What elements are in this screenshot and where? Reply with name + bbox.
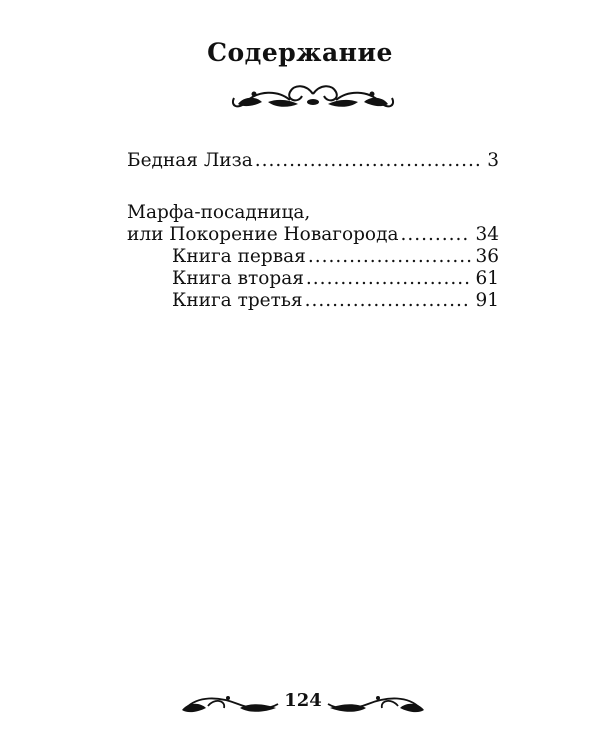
toc-entry[interactable] bbox=[172, 246, 499, 270]
toc-entry-title: Марфа-посадница, bbox=[127, 202, 311, 223]
dot-leader bbox=[305, 290, 472, 311]
toc-entry-page: 91 bbox=[475, 290, 499, 311]
toc-entry-page: 36 bbox=[475, 246, 499, 267]
toc-entry[interactable] bbox=[172, 268, 499, 292]
toc-entry[interactable] bbox=[127, 224, 499, 248]
toc-entry-page: 34 bbox=[475, 224, 499, 245]
dot-leader bbox=[401, 224, 472, 245]
toc-entry-page: 3 bbox=[487, 150, 499, 171]
dot-leader bbox=[308, 246, 472, 267]
dot-leader bbox=[255, 150, 483, 171]
toc-entry bbox=[127, 202, 499, 226]
toc-entry-title: Книга вторая bbox=[172, 268, 304, 289]
toc-entry-title: Бедная Лиза bbox=[127, 150, 253, 171]
toc-entry-title: Книга первая bbox=[172, 246, 306, 267]
flourish-ornament-icon bbox=[228, 80, 398, 120]
toc-entry-title: или Покорение Новагорода bbox=[127, 224, 399, 245]
dot-leader bbox=[306, 268, 472, 289]
toc-entry-page: 61 bbox=[475, 268, 499, 289]
page-footer bbox=[178, 688, 428, 718]
toc-entry[interactable] bbox=[172, 290, 499, 314]
toc-entry-title: Книга третья bbox=[172, 290, 303, 311]
toc-entry[interactable] bbox=[127, 150, 499, 174]
page-number: 124 bbox=[284, 690, 322, 711]
page-title: Содержание bbox=[207, 38, 393, 67]
